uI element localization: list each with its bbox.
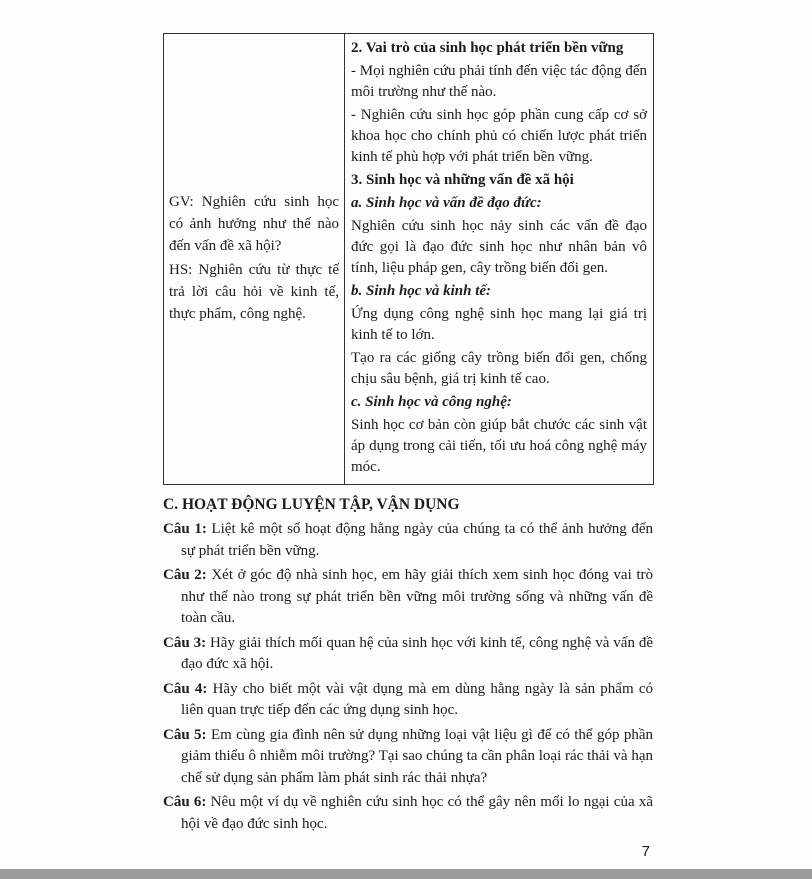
content-cell: [345, 34, 654, 485]
question-label: Câu 4:: [163, 680, 208, 697]
question-label: Câu 5:: [163, 726, 207, 743]
scan-edge: [0, 869, 812, 879]
practice-section: [163, 494, 653, 835]
teacher-prompt: GV: Nghiên cứu sinh học có ảnh hưởng như thế nào đến vấn đề xã hội?: [169, 194, 339, 254]
question-1: [163, 519, 653, 562]
question-text: Nêu một ví dụ về nghiên cứu sinh học có thể gây nên mối lo ngại của xã hội về đạo đức sinh học.: [181, 794, 654, 832]
page-number: 7: [641, 843, 650, 860]
question-label: Câu 1:: [163, 521, 207, 537]
question-text: Hãy giải thích mối quan hệ của sinh học với kinh tế, công nghệ và vấn đề đạo đức xã hội.: [181, 634, 653, 672]
subheading-a: a. Sinh học và vấn đề đạo đức:: [351, 195, 542, 211]
question-label: Câu 3:: [163, 634, 207, 651]
question-label: Câu 6:: [163, 794, 207, 810]
page-content: [163, 0, 654, 879]
question-text: Liệt kê một số hoạt động hằng ngày của chúng ta có thể ảnh hưởng đến sự phát triển bền vững.: [181, 521, 653, 559]
paragraph: Tạo ra các giống cây trồng biến đổi gen, chống chịu sâu bệnh, giá trị kinh tế cao.: [351, 350, 647, 387]
paragraph: Nghiên cứu sinh học nảy sinh các vấn đề đạo đức gọi là đạo đức sinh học như nhân bản vô tính, liệu pháp gen, cây trồng biến đổi gen.: [351, 218, 647, 276]
question-text: Xét ở góc độ nhà sinh học, em hãy giải thích xem sinh học đóng vai trò như thế nào trong sự phát triển bền vững môi trường sống và những vấn đề toàn cầu.: [181, 567, 654, 626]
paragraph: - Nghiên cứu sinh học góp phần cung cấp cơ sở khoa học cho chính phủ có chiến lược phát triển kinh tế phù hợp với phát triển bền vững.: [351, 107, 647, 165]
subheading-c: c. Sinh học và công nghệ:: [351, 394, 512, 410]
question-4: [163, 679, 653, 722]
question-6: [163, 792, 653, 835]
paragraph: Sinh học cơ bản còn giúp bắt chước các sinh vật áp dụng trong cải tiến, tối ưu hoá công nghệ máy móc.: [351, 417, 647, 475]
heading-2: 2. Vai trò của sinh học phát triển bền vững: [351, 40, 624, 56]
activity-cell: [164, 34, 345, 485]
question-text: Em cùng gia đình nên sử dụng những loại vật liệu gì để có thể góp phần giảm thiểu ô nhiễm môi trường? Tại sao chúng ta cần phân loại rác thải và hạn chế sử dụng sản phẩm làm phát sinh rác thải nhựa?: [181, 726, 654, 786]
section-title: C. HOẠT ĐỘNG LUYỆN TẬP, VẬN DỤNG: [163, 496, 460, 513]
paragraph: - Mọi nghiên cứu phải tính đến việc tác động đến môi trường như thế nào.: [351, 63, 647, 100]
question-label: Câu 2:: [163, 567, 207, 583]
question-text: Hãy cho biết một vài vật dụng mà em dùng hằng ngày là sản phẩm có liên quan trực tiếp đến các ứng dụng sinh học.: [181, 680, 653, 718]
subheading-b: b. Sinh học và kinh tế:: [351, 283, 492, 299]
question-3: [163, 633, 653, 676]
paragraph: Ứng dụng công nghệ sinh học mang lại giá trị kinh tế to lớn.: [351, 306, 647, 343]
student-response: HS: Nghiên cứu từ thực tế trả lời câu hỏi về kinh tế, thực phẩm, công nghệ.: [169, 262, 339, 322]
question-5: [163, 725, 653, 790]
lesson-table: [163, 33, 654, 485]
heading-3: 3. Sinh học và những vấn đề xã hội: [351, 172, 574, 188]
question-2: [163, 565, 653, 630]
